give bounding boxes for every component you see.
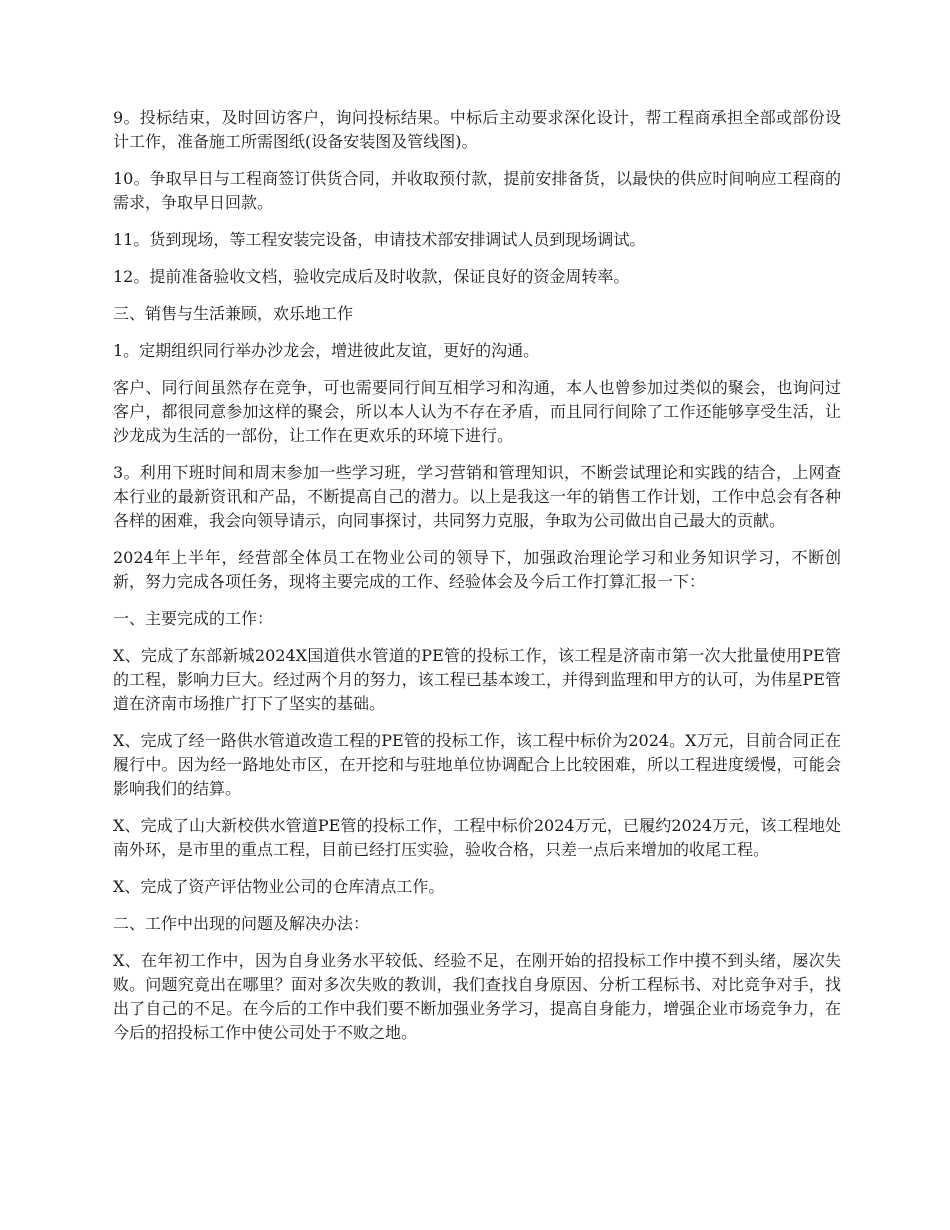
paragraph: X、完成了经一路供水管道改造工程的PE管的投标工作，该工程中标价为2024。X万元，目前合同正在履行中。因为经一路地处市区，在开挖和与驻地单位协调配合上比较困难，所以工程进度缓慢，可能会影响我们的结算。 [113,731,841,798]
paragraph: 2024年上半年，经营部全体员工在物业公司的领导下，加强政治理论学习和业务知识学习，不断创新，努力完成各项任务，现将主要完成的工作、经验体会及今后工作打算汇报一下： [113,548,841,591]
paragraph: 客户、同行间虽然存在竞争，可也需要同行间互相学习和沟通，本人也曾参加过类似的聚会，也询问过客户，都很同意参加这样的聚会，所以本人认为不存在矛盾，而且同行间除了工作还能够享受生活，让沙龙成为生活的一部份，让工作在更欢乐的环境下进行。 [113,378,841,445]
paragraph: X、在年初工作中，因为自身业务水平较低、经验不足，在刚开始的招投标工作中摸不到头绪，屡次失败。问题究竟出在哪里？面对多次失败的教训，我们查找自身原因、分析工程标书、对比竞争对手，找出了自己的不足。在今后的工作中我们要不断加强业务学习，提高自身能力，增强企业市场竞争力，在今后的招投标工作中使公司处于不败之地。 [113,951,841,1042]
document-body [113,106,841,1058]
paragraph: 3。利用下班时间和周末参加一些学习班，学习营销和管理知识，不断尝试理论和实践的结合，上网查本行业的最新资讯和产品，不断提高自己的潜力。以上是我这一年的销售工作计划，工作中总会有各种各样的困难，我会向领导请示，向同事探讨，共同努力克服，争取为公司做出自己最大的贡献。 [113,463,841,530]
paragraph: 10。争取早日与工程商签订供货合同，并收取预付款，提前安排备货，以最快的供应时间响应工程商的需求，争取早日回款。 [113,169,841,212]
section-heading: 二、工作中出现的问题及解决办法： [113,914,370,933]
paragraph: 9。投标结束，及时回访客户，询问投标结果。中标后主动要求深化设计，帮工程商承担全部或部份设计工作，准备施工所需图纸(设备安装图及管线图)。 [113,108,841,151]
paragraph: X、完成了东部新城2024X国道供水管道的PE管的投标工作，该工程是济南市第一次大批量使用PE管的工程，影响力巨大。经过两个月的努力，该工程已基本竣工，并得到监理和甲方的认可，为伟星PE管道在济南市场推广打下了坚实的基础。 [113,646,841,713]
paragraph: 11。货到现场，等工程安装完设备，申请技术部安排调试人员到现场调试。 [113,230,646,249]
paragraph: X、完成了山大新校供水管道PE管的投标工作，工程中标价2024万元，已履约2024万元，该工程地处南外环，是市里的重点工程，目前已经打压实验，验收合格，只差一点后来增加的收尾工程。 [113,816,841,859]
paragraph: 1。定期组织同行举办沙龙会，增进彼此友谊，更好的沟通。 [113,341,540,360]
section-heading: 三、销售与生活兼顾，欢乐地工作 [113,304,354,323]
section-heading: 一、主要完成的工作： [113,609,274,628]
paragraph: X、完成了资产评估物业公司的仓库清点工作。 [113,877,445,896]
paragraph: 12。提前准备验收文档，验收完成后及时收款，保证良好的资金周转率。 [113,267,630,286]
